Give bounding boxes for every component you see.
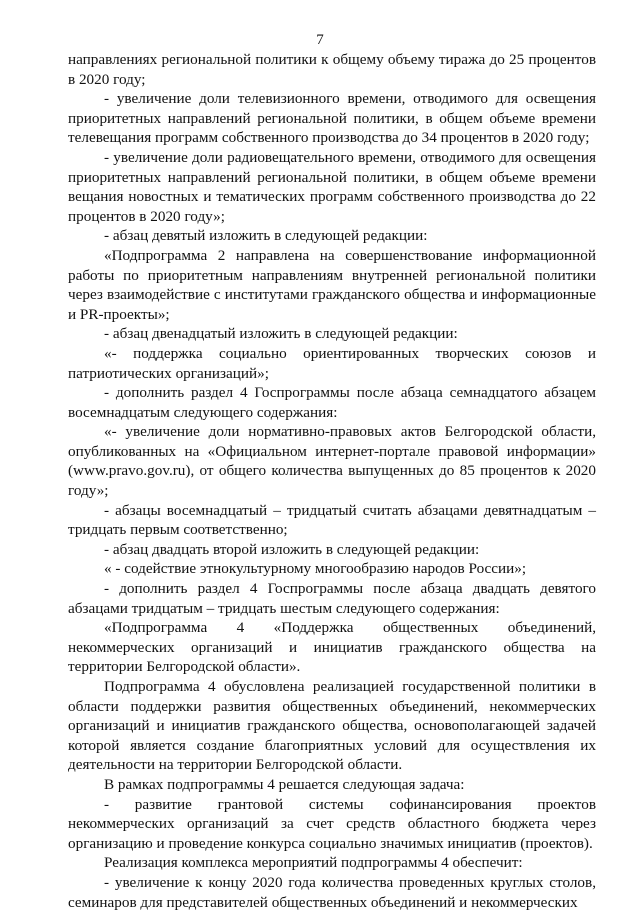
document-body [68, 50, 596, 912]
paragraph: - развитие грантовой системы софинансирования проектов некоммерческих организаций за счет средств областного бюджета через организацию и проведение конкурса социально значимых инициатив (проектов). [68, 795, 596, 852]
paragraph: Подпрограмма 4 обусловлена реализацией государственной политики в области поддержки развития общественных объединений, некоммерческих организаций и инициатив гражданского общества, основополагающей задачей которой является создание благоприятных условий для осуществления их деятельности на территории Белгородской области. [68, 678, 596, 774]
paragraph: - увеличение доли радиовещательного времени, отводимого для освещения приоритетных направлений региональной политики, в общем объеме времени вещания новостных и тематических программ собственного производства до 22 процентов в 2020 году»; [68, 148, 596, 225]
paragraph: «- увеличение доли нормативно-правовых актов Белгородской области, опубликованных на «Официальном интернет-портале правовой информации» (www.pravo.gov.ru), от общего количества выпущенных до 85 процентов к 2020 году»; [68, 423, 596, 500]
paragraph: «Подпрограмма 2 направлена на совершенствование информационной работы по приоритетным направлениям внутренней региональной политики через взаимодействие с институтами гражданского общества и информационные и PR-проекты»; [68, 246, 596, 323]
paragraph: В рамках подпрограммы 4 решается следующая задача: [104, 775, 465, 793]
paragraph: Реализация комплекса мероприятий подпрограммы 4 обеспечит: [104, 854, 523, 872]
paragraph: «Подпрограмма 4 «Поддержка общественных объединений, некоммерческих организаций и инициатив гражданского общества на территории Белгородской области». [68, 619, 596, 676]
paragraph: - абзацы восемнадцатый – тридцатый считать абзацами девятнадцатым – тридцать первым соответственно; [68, 501, 596, 539]
paragraph: «- поддержка социально ориентированных творческих союзов и патриотических организаций»; [68, 344, 596, 382]
paragraph: - увеличение к концу 2020 года количества проведенных круглых столов, семинаров для представителей общественных объединений и некоммерческих [68, 873, 596, 911]
paragraph: - дополнить раздел 4 Госпрограммы после абзаца двадцать девятого абзацами тридцатым – тридцать шестым следующего содержания: [68, 580, 596, 617]
page-number: 7 [316, 32, 324, 48]
paragraph: - абзац девятый изложить в следующей редакции: [104, 227, 428, 245]
paragraph: - абзац двадцать второй изложить в следующей редакции: [104, 540, 480, 558]
paragraph: « - содействие этнокультурному многообразию народов России»; [104, 560, 527, 578]
paragraph: направлениях региональной политики к общему объему тиража до 25 процентов в 2020 году; [68, 51, 596, 88]
paragraph: - абзац двенадцатый изложить в следующей редакции: [104, 325, 458, 343]
paragraph: - увеличение доли телевизионного времени, отводимого для освещения приоритетных направлений региональной политики, в общем объеме времени телевещания программ собственного производства до 34 процентов в 2020 году; [68, 90, 596, 147]
paragraph: - дополнить раздел 4 Госпрограммы после абзаца семнадцатого абзацем восемнадцатым следующего содержания: [68, 384, 596, 421]
